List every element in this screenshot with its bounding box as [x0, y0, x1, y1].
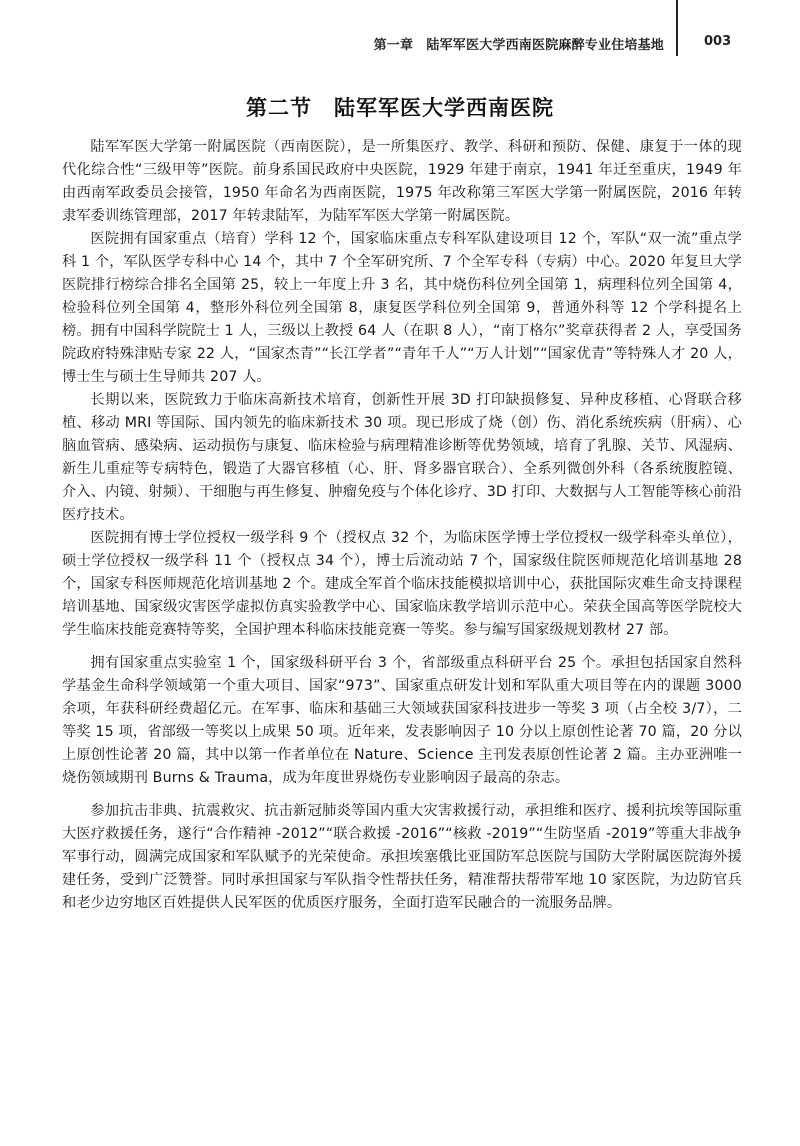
paragraph-gap — [62, 642, 742, 652]
paragraph-technology: 长期以来，医院致力于临床高新技术培育，创新性开展 3D 打印缺损修复、异种皮移植、心肾联合移植、移动 MRI 等国际、国内领先的临床新技术 30 项。现已形成了烧（创）伤、消化系统疾病（肝病）、心脑血管病、感染病、运动损伤与康复、临床检验与病理精准诊断等优势领域，培育了乳腺、关节、风湿病、新生儿重症等专病特色，锻造了大器官移植（心、肝、肾多器官联合）、全系列微创外科（各系统腹腔镜、介入、内镜、射频）、干细胞与再生修复、肿瘤免疫与个体化诊疗、3D 打印、大数据与人工智能等核心前沿医疗技术。 — [62, 392, 742, 523]
paragraph-missions: 参加抗击非典、抗震救灾、抗击新冠肺炎等国内重大灾害救援行动，承担维和医疗、援利抗埃等国际重大医疗救援任务，遂行“合作精神 -2012”“联合救援 -2016”“核救 -2019”“生防坚盾 -2019”等重大非战争军事行动，圆满完成国家和军队赋予的光荣使命。承担埃塞俄比亚国防军总医院与国防大学附属医院海外援建任务，受到广泛赞誉。同时承担国家与军队指令性帮扶任务，精准帮扶帮带军地 10 家医院，为边防官兵和老少边穷地区百姓提供人民军医的优质医疗服务，全面打造军民融合的一流服务品牌。 — [62, 803, 742, 911]
paragraph-disciplines: 医院拥有国家重点（培育）学科 12 个，国家临床重点专科军队建设项目 12 个，军队“双一流”重点学科 1 个，军队医学专科中心 14 个，其中 7 个全军研究所、7 个全军专科（专病）中心。2020 年复旦大学医院排行榜综合排名全国第 25，较上一年度上升 3 名，其中烧伤科位列全国第 1，病理科位列全国第 4，检验科位列全国第 4，整形外科位列全国第 8，康复医学科位列全国第 9，普通外科等 12 个学科提名上榜。拥有中国科学院院士 1 人，三级以上教授 64 人（在职 8 人），“南丁格尔”奖章获得者 2 人，享受国务院政府特殊津贴专家 22 人，“国家杰青”“长江学者”“青年千人”“万人计划”“国家优青”等特殊人才 20 人，博士生与硕士生导师共 207 人。 — [62, 231, 742, 385]
section-title: 第二节 陆军军医大学西南医院 — [246, 96, 554, 120]
paragraph-research: 拥有国家重点实验室 1 个，国家级科研平台 3 个，省部级重点科研平台 25 个。承担包括国家自然科学基金生命科学领域第一个重大项目、国家“973”、国家重点研发计划和军队重大项目等在内的课题 3000 余项，年获科研经费超亿元。在军事、临床和基础三大领域获国家科技进步一等奖 3 项（占全校 3/7），二等奖 15 项，省部级一等奖以上成果 50 项。近年来，发表影响因子 10 分以上原创性论著 70 篇，20 分以上原创性论著 20 篇，其中以第一作者单位在 Nature、Science 主刊发表原创性论著 2 篇。主办亚洲唯一烧伤领域期刊 Burns & Trauma，成为年度世界烧伤专业影响因子最高的杂志。 — [62, 655, 742, 786]
body-text — [62, 136, 742, 915]
paragraph-history: 陆军军医大学第一附属医院（西南医院），是一所集医疗、教学、科研和预防、保健、康复于一体的现代化综合性“三级甲等”医院。前身系国民政府中央医院，1929 年建于南京，1941 年迁至重庆，1949 年由西南军政委员会接管，1950 年命名为西南医院，1975 年改称第三军医大学第一附属医院，2016 年转隶军委训练管理部，2017 年转隶陆军，为陆军军医大学第一附属医院。 — [62, 139, 742, 224]
chapter-title: 第一章 陆军军医大学西南医院麻醉专业住培基地 — [373, 38, 664, 53]
header-divider — [676, 0, 678, 56]
page-header — [0, 34, 800, 58]
page-number: 003 — [704, 34, 732, 49]
paragraph-education: 医院拥有博士学位授权一级学科 9 个（授权点 32 个，为临床医学博士学位授权一级学科牵头单位），硕士学位授权一级学科 11 个（授权点 34 个），博士后流动站 7 个，国家级住院医师规范化培训基地 28 个，国家专科医师规范化培训基地 2 个。建成全军首个临床技能模拟培训中心，获批国际灾难生命支持课程培训基地、国家级灾害医学虚拟仿真实验教学中心、国家临床教学培训示范中心。荣获全国高等医学院校大学生临床技能竞赛特等奖，全国护理本科临床技能竞赛一等奖。参与编写国家级规划教材 27 部。 — [62, 530, 742, 638]
paragraph-gap — [62, 790, 742, 800]
